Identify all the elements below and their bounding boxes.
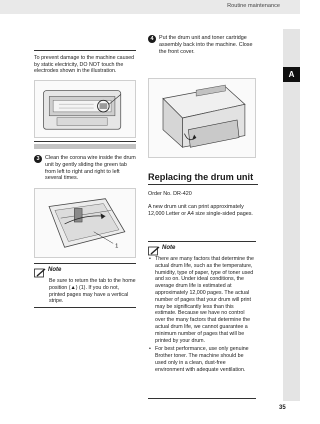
note-bullet-item: • For best performance, use only genuine Brother toner. The machine should be used only in a clean, dust-free environment with adequate ventilation. (155, 346, 256, 373)
note-pencil-icon (34, 265, 46, 275)
warning-footer-strip (34, 144, 136, 149)
note-rule-bottom-left (34, 307, 136, 308)
machine-drawing (149, 79, 255, 157)
warning-text: To prevent damage to the machine caused by static electricity, DO NOT touch the electrodes shown in the illustration. (34, 55, 135, 75)
warning-rule-bottom (34, 141, 136, 142)
machine-front-cover-illustration (148, 78, 256, 158)
electrode-illustration (34, 80, 136, 138)
step-3-text: Clean the corona wire inside the drum unit by gently sliding the green tab from left to right and right to left several times. (45, 155, 136, 182)
side-tab-bar (283, 29, 300, 401)
figure-callout-1: 1 (115, 243, 119, 250)
note-rule-top-left (34, 263, 136, 264)
running-head: Routine maintenance (227, 3, 280, 9)
section-tab-letter: A (283, 67, 300, 82)
note-pencil-icon (148, 243, 160, 253)
step-3-number-icon: 3 (34, 155, 42, 163)
section-heading: Replacing the drum unit (148, 172, 254, 182)
machine-electrode-drawing (35, 81, 135, 137)
warning-rule-top (34, 50, 136, 51)
drum-unit-drawing (35, 189, 135, 257)
order-number: Order No. DR-420 (148, 191, 192, 197)
drum-unit-illustration (34, 188, 136, 258)
page-number: 35 (279, 405, 286, 411)
step-4-text: Put the drum unit and toner cartridge assembly back into the machine. Close the front cover. (159, 35, 253, 55)
note-bullet-item: • There are many factors that determine the actual drum life, such as the temperature, humidity, type of paper, type of toner used and so on. Under ideal conditions, the average drum life is estimated at approximately 12,000 pages. The actual number of pages that your drum will print may be significantly less than this estimate. Because we have no control over the many factors that determine the actual drum life, we cannot guarantee a minimum number of pages that will be printed by your drum. (155, 256, 256, 344)
note-rule-bottom-right (148, 398, 256, 399)
note-rule-top-right (148, 241, 256, 242)
note-label-right: Note (162, 245, 176, 251)
note-text-left: Be sure to return the tab to the home position (▲) (1). If you do not, printed pages may have a vertical stripe. (49, 278, 136, 305)
note-bullet-list (155, 256, 256, 376)
step-4-number-icon: 4 (148, 35, 156, 43)
section-heading-rule (148, 184, 258, 185)
note-label-left: Note (48, 267, 62, 273)
drum-life-intro: A new drum unit can print approximately 12,000 Letter or A4 size single-sided pages. (148, 204, 253, 217)
